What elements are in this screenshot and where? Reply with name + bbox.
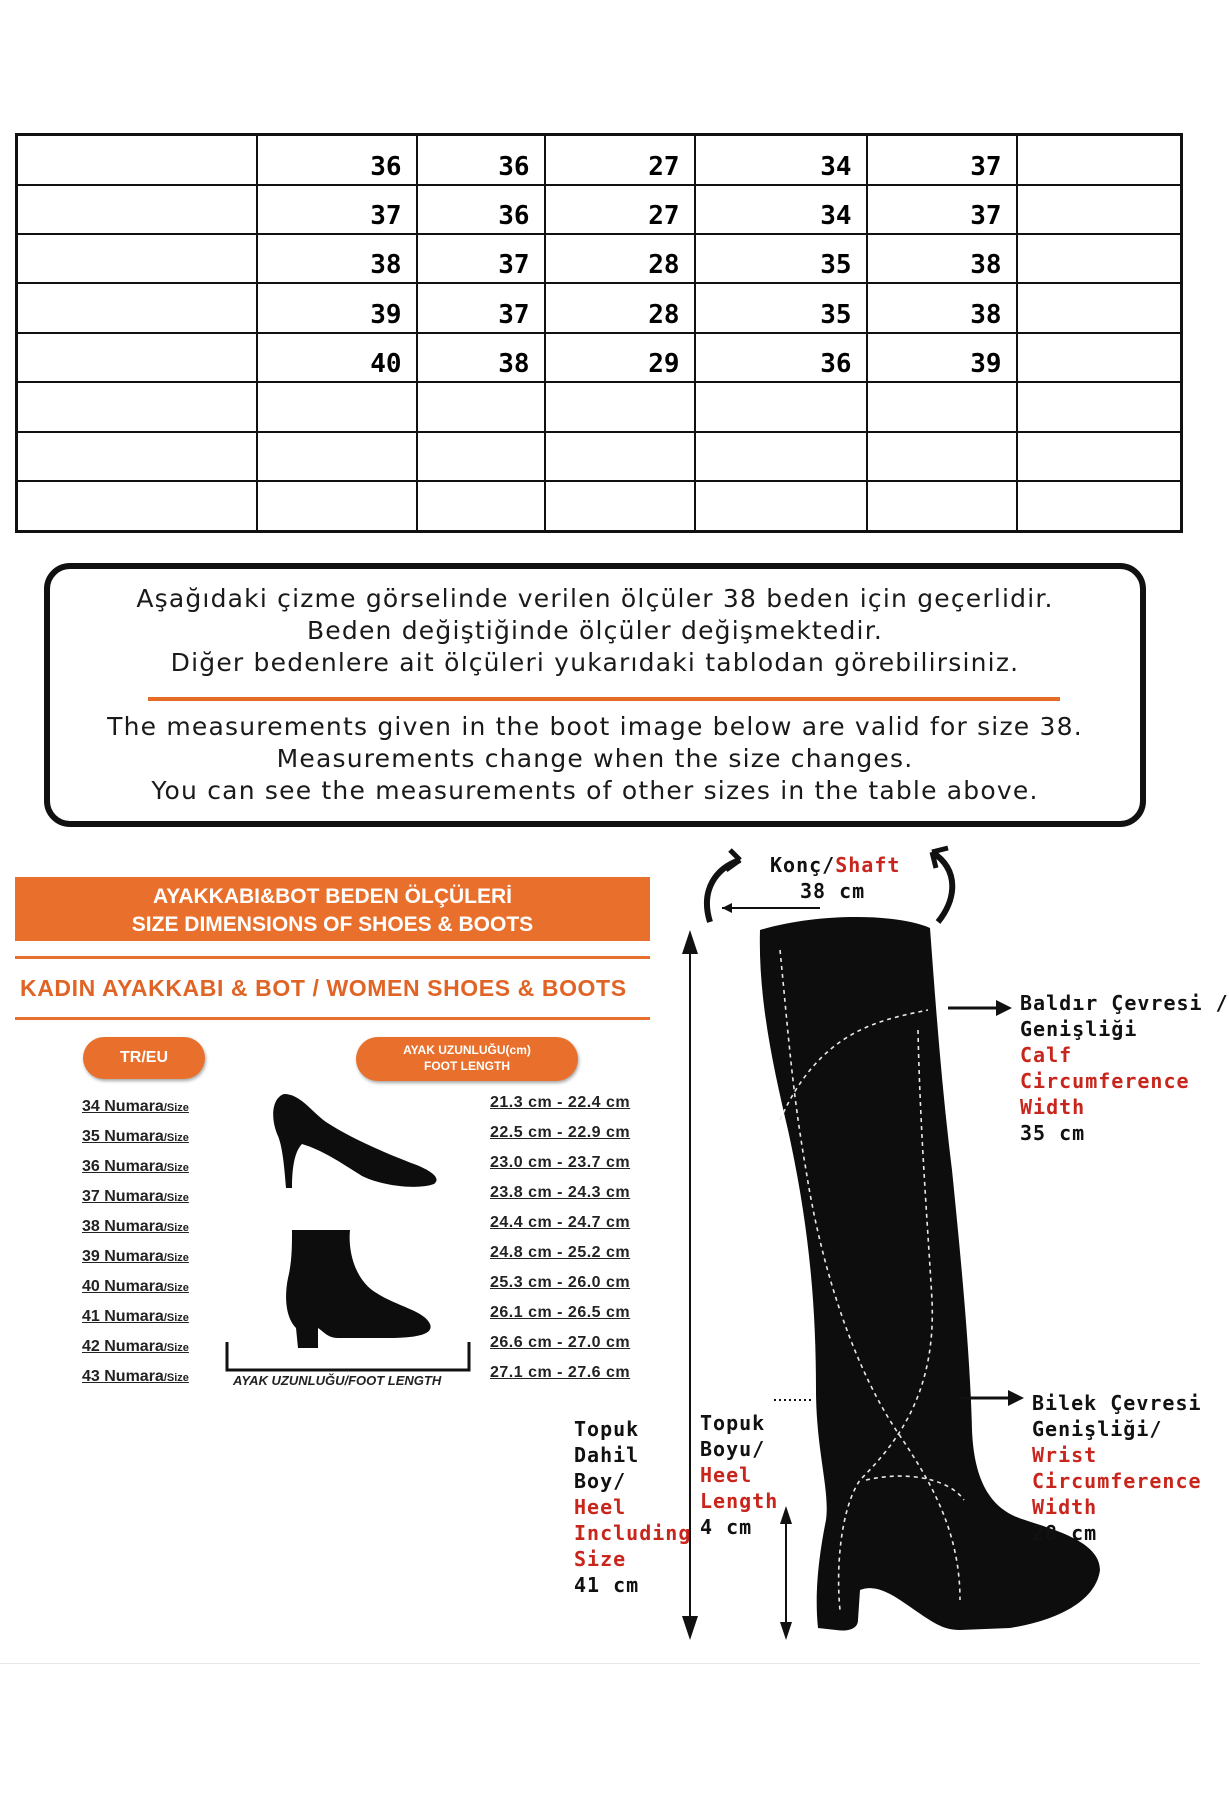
- total-height-tr-1: Topuk: [574, 1417, 640, 1441]
- size-table-cell: [1017, 481, 1182, 531]
- chart-header-en: SIZE DIMENSIONS OF SHOES & BOOTS: [131, 913, 534, 936]
- size-table-cell: 34: [695, 135, 867, 185]
- size-table-cell: [417, 382, 545, 431]
- size-table-cell: 38: [867, 234, 1017, 283]
- size-table-cell: [417, 432, 545, 481]
- size-table-cell: 35: [695, 234, 867, 283]
- notice-en-line-2: Measurements change when the size changes.: [276, 744, 914, 773]
- foot-length-item: 26.1 cm - 26.5 cm: [490, 1304, 631, 1321]
- size-suffix: /Size: [163, 1192, 189, 1204]
- size-list-item: [82, 1218, 189, 1236]
- size-number: 35 Numara: [82, 1128, 164, 1145]
- heel-length-label: [700, 1410, 778, 1540]
- wrist-value: 28 cm: [1032, 1521, 1098, 1545]
- size-table-cell: [1017, 234, 1182, 283]
- size-table-cell: 27: [545, 135, 695, 185]
- size-suffix: /Size: [163, 1252, 189, 1264]
- total-height-tr-2: Dahil: [574, 1443, 640, 1467]
- size-table-cell: [1017, 185, 1182, 234]
- size-number: 38 Numara: [82, 1218, 164, 1235]
- size-table-cell: [17, 135, 257, 185]
- size-suffix: /Size: [163, 1342, 189, 1354]
- size-table-cell: 37: [257, 185, 417, 234]
- total-height-label: [574, 1416, 691, 1598]
- wrist-label-en-2: Circumference: [1032, 1469, 1202, 1493]
- shaft-label-en: Shaft: [835, 853, 901, 877]
- calf-value: 35 cm: [1020, 1121, 1086, 1145]
- pump-shoe-icon: [270, 1088, 440, 1198]
- notice-english: [50, 711, 1140, 807]
- foot-length-item: 24.8 cm - 25.2 cm: [490, 1244, 631, 1261]
- foot-length-column-header: [356, 1037, 578, 1081]
- chart-rule-bottom: [15, 1017, 650, 1020]
- size-table-cell: [17, 234, 257, 283]
- size-table-cell: [867, 481, 1017, 531]
- calf-label-en-2: Circumference: [1020, 1069, 1190, 1093]
- size-list-item: [82, 1368, 189, 1386]
- size-table-cell: 27: [545, 185, 695, 234]
- size-number: 39 Numara: [82, 1248, 164, 1265]
- foot-length-item: 23.0 cm - 23.7 cm: [490, 1154, 631, 1171]
- size-table-cell: [417, 481, 545, 531]
- wrist-label-tr-1: Bilek Çevresi: [1032, 1391, 1202, 1415]
- size-number: 40 Numara: [82, 1278, 164, 1295]
- total-height-en-3: Size: [574, 1547, 627, 1571]
- total-height-value: 41 cm: [574, 1573, 640, 1597]
- size-table-cell: [17, 185, 257, 234]
- chart-rule-top: [15, 956, 650, 959]
- size-table-cell: 36: [417, 185, 545, 234]
- wrist-label-tr-2: Genişliği/: [1032, 1417, 1163, 1441]
- foot-length-bracket-icon: [224, 1340, 472, 1374]
- size-table-cell: [695, 382, 867, 431]
- size-table-cell: 29: [545, 333, 695, 382]
- wrist-label-en-1: Wrist: [1032, 1443, 1098, 1467]
- size-number: 37 Numara: [82, 1188, 164, 1205]
- size-table-cell: 39: [867, 333, 1017, 382]
- size-table-cell: 38: [417, 333, 545, 382]
- shaft-label-tr: Konç/: [770, 853, 836, 877]
- size-table-cell: [257, 382, 417, 431]
- size-notice-box: [44, 563, 1146, 827]
- size-table-cell: 36: [695, 333, 867, 382]
- size-table-cell: 37: [417, 283, 545, 332]
- size-suffix: /Size: [163, 1162, 189, 1174]
- size-list-item: [82, 1338, 189, 1356]
- total-height-en-2: Including: [574, 1521, 692, 1545]
- heel-length-tr-2: Boyu/: [700, 1437, 766, 1461]
- calf-label-tr-1: Baldır Çevresi /: [1020, 991, 1229, 1015]
- notice-turkish: [50, 583, 1140, 679]
- size-list-item: [82, 1278, 189, 1296]
- notice-en-line-3: You can see the measurements of other sizes in the table above.: [151, 776, 1039, 805]
- size-number: 42 Numara: [82, 1338, 164, 1355]
- size-table-cell: [1017, 333, 1182, 382]
- size-table-cell: 34: [695, 185, 867, 234]
- foot-length-item: 21.3 cm - 22.4 cm: [490, 1094, 631, 1111]
- notice-tr-line-1: Aşağıdaki çizme görselinde verilen ölçüler 38 beden için geçerlidir.: [136, 584, 1054, 613]
- size-list-item: [82, 1308, 189, 1326]
- total-height-en-1: Heel: [574, 1495, 627, 1519]
- size-table-cell: [17, 432, 257, 481]
- size-number: 41 Numara: [82, 1308, 164, 1325]
- notice-tr-line-2: Beden değiştiğinde ölçüler değişmektedir.: [306, 616, 884, 645]
- size-table-cell: 36: [417, 135, 545, 185]
- size-table-cell: [257, 432, 417, 481]
- size-table-cell: [1017, 382, 1182, 431]
- size-table: [15, 133, 1183, 533]
- foot-length-item: 24.4 cm - 24.7 cm: [490, 1214, 631, 1231]
- size-suffix: /Size: [163, 1312, 189, 1324]
- size-table-cell: 38: [867, 283, 1017, 332]
- foot-length-item: 25.3 cm - 26.0 cm: [490, 1274, 631, 1291]
- size-list-item: [82, 1248, 189, 1266]
- foot-length-label: AYAK UZUNLUĞU/FOOT LENGTH: [233, 1373, 442, 1388]
- size-table-cell: [695, 481, 867, 531]
- size-number: 36 Numara: [82, 1158, 164, 1175]
- size-table-cell: [545, 382, 695, 431]
- size-table-cell: 38: [257, 234, 417, 283]
- size-table-cell: 37: [417, 234, 545, 283]
- size-table-cell: [867, 382, 1017, 431]
- size-table-cell: 37: [867, 135, 1017, 185]
- women-chart-title: KADIN AYAKKABI & BOT / WOMEN SHOES & BOOTS: [20, 975, 627, 1001]
- size-table-cell: [257, 481, 417, 531]
- chart-header: [15, 877, 650, 941]
- size-table-cell: [1017, 283, 1182, 332]
- size-suffix: /Size: [163, 1282, 189, 1294]
- size-table-row: [17, 382, 1182, 431]
- tr-eu-column-header: TR/EU: [83, 1037, 205, 1079]
- foot-length-item: 23.8 cm - 24.3 cm: [490, 1184, 631, 1201]
- calf-label-tr-2: Genişliği: [1020, 1017, 1138, 1041]
- notice-tr-line-3: Diğer bedenlere ait ölçüleri yukarıdaki tablodan görebilirsiniz.: [170, 648, 1020, 677]
- size-table-cell: [17, 333, 257, 382]
- size-table-cell: [17, 283, 257, 332]
- calf-label-en-3: Width: [1020, 1095, 1086, 1119]
- bottom-divider: [0, 1663, 1200, 1664]
- size-table-row: [17, 234, 1182, 283]
- size-table-row: [17, 283, 1182, 332]
- size-list-item: [82, 1128, 189, 1146]
- size-list-item: [82, 1158, 189, 1176]
- size-suffix: /Size: [163, 1132, 189, 1144]
- notice-divider: [148, 697, 1060, 701]
- heel-length-tr-1: Topuk: [700, 1411, 766, 1435]
- size-table-cell: [545, 481, 695, 531]
- size-table-row: [17, 185, 1182, 234]
- heel-length-en-2: Length: [700, 1489, 779, 1513]
- notice-en-line-1: The measurements given in the boot image below are valid for size 38.: [107, 712, 1083, 741]
- size-table-cell: 37: [867, 185, 1017, 234]
- wrist-label-en-3: Width: [1032, 1495, 1098, 1519]
- size-suffix: /Size: [163, 1222, 189, 1234]
- total-height-tr-3: Boy/: [574, 1469, 627, 1493]
- size-number: 34 Numara: [82, 1098, 164, 1115]
- shaft-value: 38 cm: [800, 879, 866, 903]
- wrist-label: [1032, 1390, 1202, 1546]
- size-table-cell: 40: [257, 333, 417, 382]
- size-number: 43 Numara: [82, 1368, 164, 1385]
- foot-length-item: 27.1 cm - 27.6 cm: [490, 1364, 631, 1381]
- heel-length-en-1: Heel: [700, 1463, 753, 1487]
- size-table-cell: 35: [695, 283, 867, 332]
- size-list-item: [82, 1188, 189, 1206]
- size-table-cell: [17, 481, 257, 531]
- chart-header-tr: AYAKKABI&BOT BEDEN ÖLÇÜLERİ: [153, 885, 512, 908]
- ankle-boot-icon: [278, 1228, 438, 1350]
- heel-length-value: 4 cm: [700, 1515, 753, 1539]
- size-table-row: [17, 432, 1182, 481]
- size-table-row: [17, 333, 1182, 382]
- foot-length-header-tr: AYAK UZUNLUĞU(cm): [403, 1043, 531, 1057]
- size-table-row: [17, 481, 1182, 531]
- foot-length-item: 26.6 cm - 27.0 cm: [490, 1334, 631, 1351]
- size-table-cell: 36: [257, 135, 417, 185]
- size-table-cell: [867, 432, 1017, 481]
- foot-length-header-en: FOOT LENGTH: [424, 1059, 510, 1073]
- calf-label-en-1: Calf: [1020, 1043, 1073, 1067]
- shaft-label: [770, 852, 900, 878]
- size-table-body: [17, 135, 1182, 532]
- size-suffix: /Size: [163, 1102, 189, 1114]
- size-table-cell: [1017, 432, 1182, 481]
- size-list-item: [82, 1098, 189, 1116]
- calf-label: [1020, 990, 1229, 1146]
- foot-length-item: 22.5 cm - 22.9 cm: [490, 1124, 631, 1141]
- size-table-cell: 28: [545, 234, 695, 283]
- size-table-cell: [1017, 135, 1182, 185]
- size-table-cell: 28: [545, 283, 695, 332]
- size-table-cell: 39: [257, 283, 417, 332]
- size-table-cell: [17, 382, 257, 431]
- size-table-cell: [695, 432, 867, 481]
- size-suffix: /Size: [163, 1372, 189, 1384]
- size-table-row: [17, 135, 1182, 185]
- size-table-cell: [545, 432, 695, 481]
